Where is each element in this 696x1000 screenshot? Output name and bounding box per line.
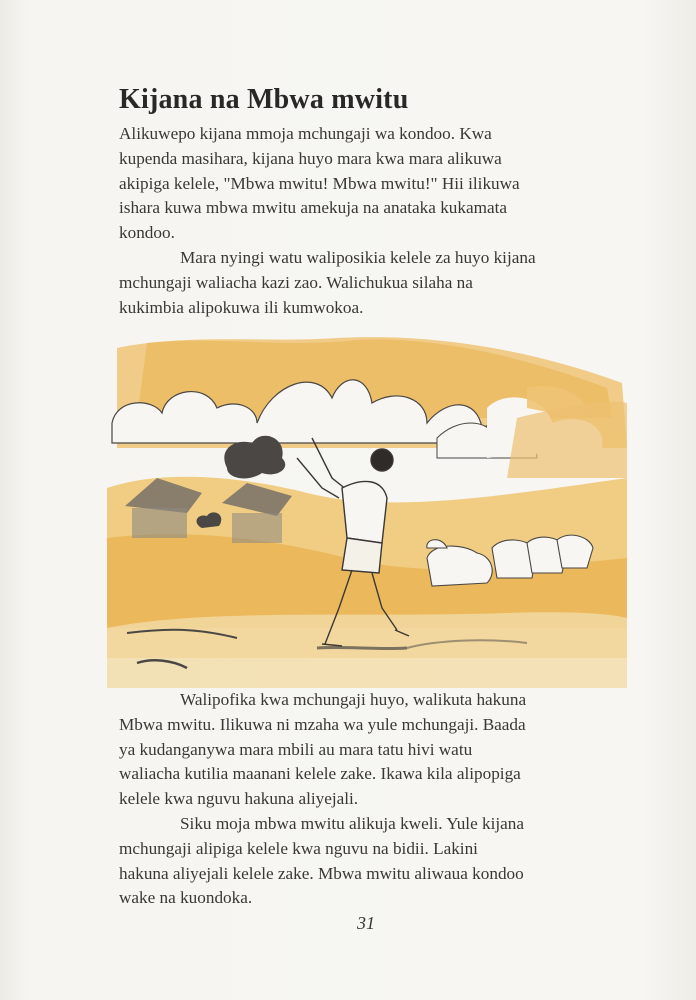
text-line: mchungaji alipiga kelele kwa nguvu na bidii. Lakini (119, 838, 478, 858)
text-line: kukimbia alipokuwa ili kumwokoa. (119, 297, 364, 317)
story-text-top (119, 122, 639, 320)
text-line: wake na kuondoka. (119, 888, 253, 908)
text-line: Mbwa mwitu. Ilikuwa ni mzaha wa yule mchungaji. Baada (119, 714, 526, 734)
text-line: hakuna aliyejali kelele zake. Mbwa mwitu aliwaua kondoo (119, 863, 524, 883)
text-line: Alikuwepo kijana mmoja mchungaji wa kondoo. Kwa (119, 124, 492, 143)
text-line: kondoo. (119, 223, 175, 243)
text-line: Walipofika kwa mchungaji huyo, walikuta hakuna (180, 690, 527, 709)
story-title: Kijana na Mbwa mwitu (119, 84, 409, 115)
text-line: waliacha kutilia maanani kelele zake. Ikawa kila alipopiga (119, 764, 521, 784)
text-line: ya kudanganywa mara mbili au mara tatu hivi watu (119, 739, 473, 759)
shepherd-boy-illustration (107, 328, 632, 688)
text-line: kelele kwa nguvu hakuna aliyejali. (119, 789, 359, 809)
text-line: akipiga kelele, "Mbwa mwitu! Mbwa mwitu!" Hii ilikuwa (119, 173, 520, 193)
text-line: Siku moja mbwa mwitu alikuja kweli. Yule kijana (180, 813, 525, 833)
text-line: ishara kuwa mbwa mwitu amekuja na anataka kukamata (119, 198, 508, 218)
page-number: 31 (357, 913, 375, 933)
text-line: Mara nyingi watu waliposikia kelele za huyo kijana (180, 247, 536, 267)
story-text-bottom (119, 688, 639, 911)
text-line: mchungaji waliacha kazi zao. Walichukua silaha na (119, 272, 473, 292)
text-line: kupenda masihara, kijana huyo mara kwa mara alikuwa (119, 148, 502, 168)
